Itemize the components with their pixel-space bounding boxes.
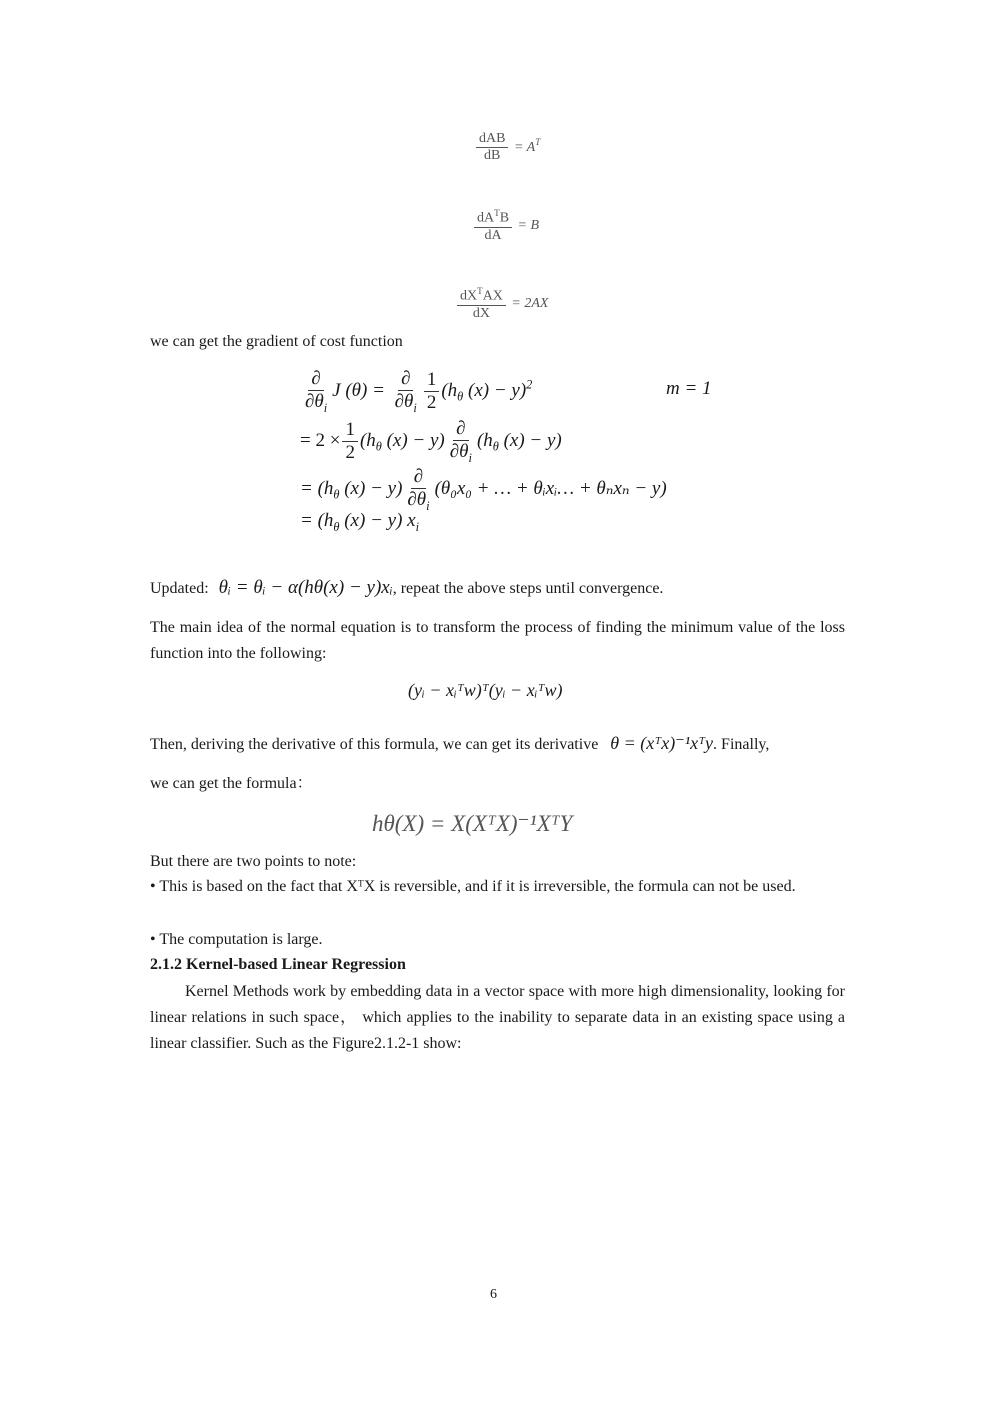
loss-formula: (yᵢ − xᵢᵀw)ᵀ(yᵢ − xᵢᵀw) — [408, 680, 563, 700]
identity-3-rhs: = 2AX — [511, 296, 549, 312]
identity-3-denominator: dX — [472, 305, 491, 321]
derivative-formula: θ = (xᵀx)⁻¹xᵀy — [610, 733, 714, 753]
page-number: 6 — [490, 1287, 497, 1302]
update-label: Updated: — [150, 580, 209, 597]
gradient-intro-text: we can get the gradient of cost function — [150, 333, 403, 350]
identity-dATB-dA — [472, 208, 539, 244]
identity-1-denominator: dB — [484, 148, 501, 164]
identity-dAB-dB — [474, 131, 540, 164]
identity-2-rhs: = B — [517, 218, 540, 234]
derivation-condition: m = 1 — [666, 378, 712, 399]
update-formula: θᵢ = θᵢ − α(hθ(x) − y)xᵢ — [218, 577, 393, 598]
note-item-2: • The computation is large. — [150, 931, 323, 948]
identity-2-numerator: $dA^TB$ — [474, 208, 512, 228]
derivation-line-4: = ($h_\theta$ (x) − y) $x_i$ — [300, 510, 420, 534]
identity-1-numerator: dAB — [476, 131, 508, 148]
derivation-line-3: = ($h_\theta$ (x) − y) $\frac{\partial}{\partial\theta_i}$ (θ₀x₀ + … + θᵢxᵢ… + θₙxₙ − y) — [300, 466, 667, 513]
derivation-line-2: = 2 × $\frac{1}{2}$ ($h_\theta$ (x) − y) $\frac{\partial}{\partial\theta_i}$ ($h_\theta$ (x) − y) — [300, 418, 562, 465]
notes-intro: But there are two points to note: — [150, 853, 357, 870]
derivative-paragraph: Then, deriving the derivative of this formula, we can get its derivative θ = (xᵀx)⁻¹xᵀy. Finally, — [150, 733, 770, 753]
update-rule — [150, 578, 663, 599]
identity-1-rhs: = A — [513, 139, 536, 155]
identity-1-rhs-sup: T — [535, 137, 541, 148]
section-heading: 2.1.2 Kernel-based Linear Regression — [150, 956, 406, 973]
formula-intro: we can get the formula： — [150, 775, 313, 792]
identity-3-numerator: $dX^TAX$ — [457, 286, 506, 306]
identity-2-denominator: dA — [484, 227, 502, 243]
identity-dXTAX-dX — [455, 286, 548, 322]
normal-equation-paragraph: The main idea of the normal equation is to transform the process of finding the minimum value of the loss function into the following: — [150, 619, 845, 662]
final-formula: hθ(X) = X(XᵀX)⁻¹XᵀY — [372, 811, 573, 836]
kernel-paragraph: Kernel Methods work by embedding data in a vector space with more high dimensionality, looking for linear relations in such space， which applies to the inability to separate data in an existing space using a linear classifier. Such as the Figure2.1.2-1 show: — [150, 983, 845, 1052]
derivation-line-1: $\frac{\partial}{\partial\theta_i}$ J (θ) = $\frac{\partial}{\partial\theta_i}$ $\frac{1}{2}$ ($h_\theta$ (x) − y)$^2$ — [305, 368, 533, 415]
update-suffix: , repeat the above steps until convergence. — [392, 580, 664, 597]
note-item-1: • This is based on the fact that XᵀX is reversible, and if it is irreversible, the formula can not be used. — [150, 878, 796, 895]
